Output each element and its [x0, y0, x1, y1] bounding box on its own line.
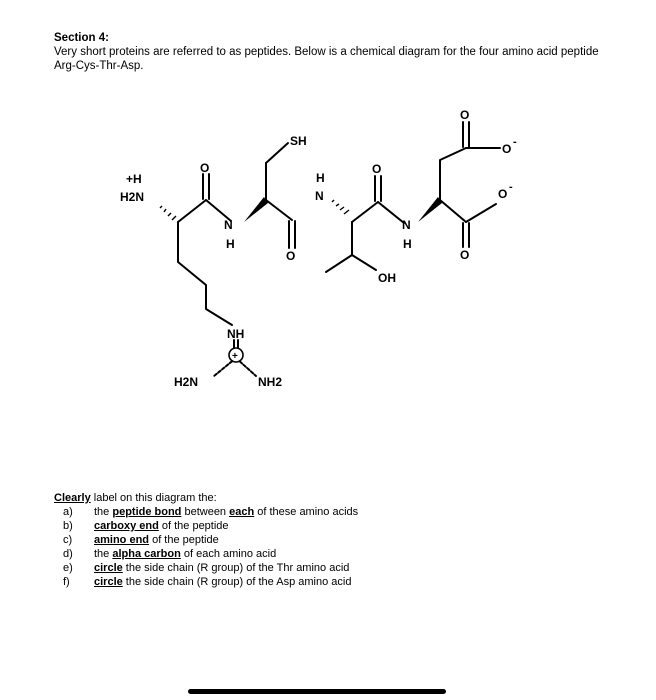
label-carbonyl-o-cys: O: [286, 249, 296, 263]
label-plus-h: +H: [126, 172, 142, 186]
label-charge-plus: +: [232, 351, 238, 362]
hash-bond: [332, 200, 334, 202]
list-item: c) amino end of the peptide: [63, 534, 219, 546]
label-carboxylate-o-bottom: O: [498, 187, 508, 201]
hash-bond: [168, 213, 171, 216]
hash-bond: [340, 207, 344, 210]
label-carbonyl-o-bottom: O: [460, 248, 470, 262]
hash-bond: [164, 209, 166, 212]
list-item: e) circle the side chain (R group) of the Thr amino acid: [63, 562, 350, 574]
bond: [440, 148, 466, 200]
home-indicator-bar[interactable]: [188, 689, 446, 694]
hash-bond: [160, 206, 162, 208]
label-amide-h-3: H: [403, 237, 412, 251]
label-hydroxyl: OH: [378, 271, 396, 285]
list-item: b) carboxy end of the peptide: [63, 520, 229, 532]
hash-bond: [172, 216, 176, 220]
label-thiol: SH: [290, 134, 307, 148]
bond: [266, 143, 288, 163]
section-title: Section 4:: [54, 32, 109, 44]
label-amide-n-2: N: [315, 189, 324, 203]
bond: [440, 200, 466, 222]
bond: [326, 222, 352, 272]
bond: [352, 255, 376, 270]
bond: [178, 200, 206, 222]
bond: [352, 202, 378, 222]
label-carboxylate-o-top: O: [502, 142, 512, 156]
label-carbonyl-o-1: O: [200, 161, 210, 175]
label-carbonyl-o-top: O: [460, 108, 470, 122]
label-guanidino-h2n: H2N: [174, 375, 199, 389]
questions-list: [54, 505, 358, 589]
label-carbonyl-o-thr: O: [372, 162, 382, 176]
minus-sign: -: [509, 181, 513, 193]
label-amino-n: H2N: [120, 190, 145, 204]
label-guanidino-nh2: NH2: [258, 375, 283, 389]
questions-lead: Clearly label on this diagram the:: [54, 492, 217, 504]
hash-bond: [344, 210, 349, 214]
list-item: a) the peptide bond between each of these amino acids: [63, 506, 359, 518]
hash-bond: [336, 204, 339, 206]
minus-sign: -: [513, 136, 517, 148]
intro-text: Very short proteins are referred to as peptides. Below is a chemical diagram for the four amino acid peptide Arg-Cys-Thr-Asp.: [54, 46, 599, 72]
label-amide-n-1: N: [224, 218, 233, 232]
label-amide-n-3: N: [402, 218, 411, 232]
list-item: d) the alpha carbon of each amino acid: [63, 548, 277, 560]
label-side-nh: NH: [227, 327, 245, 341]
bond: [178, 222, 232, 325]
wedge-bond: [244, 197, 268, 222]
label-amide-h-1: H: [226, 237, 235, 251]
label-amide-h-2: H: [316, 171, 325, 185]
questions-block: [54, 491, 358, 589]
list-item: f) circle the side chain (R group) of the Asp amino acid: [63, 576, 352, 588]
wedge-bond: [418, 197, 442, 222]
bond: [378, 202, 404, 223]
bond: [266, 200, 292, 220]
bond: [466, 204, 496, 222]
